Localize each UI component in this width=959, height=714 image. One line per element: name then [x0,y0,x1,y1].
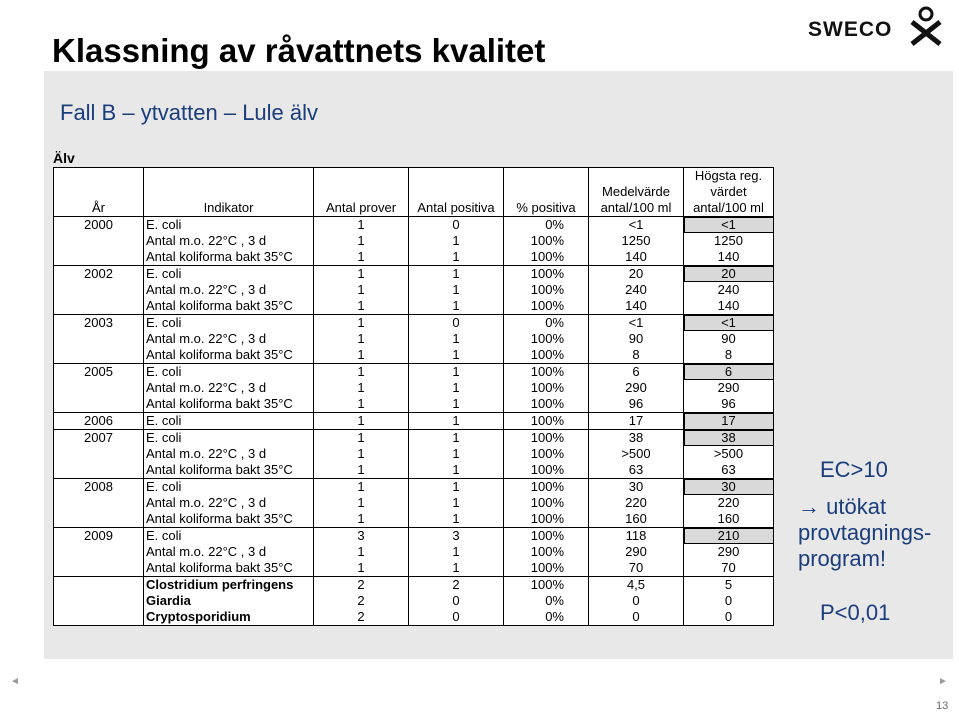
cell-max: 96 [684,396,774,413]
cell-max: 290 [684,544,774,560]
cell-year [54,544,144,560]
cell-positives: 1 [409,446,504,462]
cell-pct: 100% [504,266,589,283]
cell-samples: 1 [314,479,409,496]
cell-mean: 160 [589,511,684,528]
cell-max: 38 [684,430,774,447]
cell-pct: 100% [504,282,589,298]
cell-year [54,446,144,462]
table-row [54,495,774,511]
cell-positives: 2 [409,577,504,594]
cell-samples: 1 [314,396,409,413]
cell-indicator: Antal koliforma bakt 35°C [144,396,314,413]
cell-year [54,282,144,298]
cell-year [54,511,144,528]
cell-samples: 1 [314,233,409,249]
cell-positives: 1 [409,298,504,315]
cell-positives: 0 [409,609,504,626]
table-header [54,168,774,217]
table-row [54,380,774,396]
cell-indicator: Antal m.o. 22°C , 3 d [144,544,314,560]
cell-positives: 1 [409,364,504,381]
table-row [54,479,774,496]
cell-indicator: E. coli [144,364,314,381]
cell-year [54,609,144,626]
cell-pct: 100% [504,396,589,413]
cell-positives: 1 [409,430,504,447]
cell-mean: 240 [589,282,684,298]
cell-pct: 100% [504,577,589,594]
cell-positives: 0 [409,315,504,332]
slide-subtitle: Fall B – ytvatten – Lule älv [60,100,319,125]
note2-line2: provtagnings- [798,520,932,545]
cell-pct: 100% [504,364,589,381]
header-max [684,168,774,217]
cell-pct: 100% [504,413,589,430]
cell-positives: 1 [409,347,504,364]
cell-positives: 1 [409,511,504,528]
cell-samples: 1 [314,462,409,479]
cell-pct: 100% [504,298,589,315]
cell-indicator: E. coli [144,217,314,234]
table-row [54,446,774,462]
cell-samples: 1 [314,347,409,364]
cell-pct: 100% [504,380,589,396]
cell-pct: 100% [504,495,589,511]
cell-pct: 100% [504,446,589,462]
cell-year: 2006 [54,413,144,430]
cell-max: 90 [684,331,774,347]
header-samples: Antal prover [314,168,409,217]
cell-samples: 1 [314,331,409,347]
table-row [54,577,774,594]
cell-positives: 1 [409,544,504,560]
cell-year [54,347,144,364]
cell-pct: 100% [504,249,589,266]
cell-indicator: E. coli [144,413,314,430]
cell-indicator: Antal koliforma bakt 35°C [144,249,314,266]
cell-samples: 1 [314,495,409,511]
cell-max: 17 [684,413,774,430]
cell-pct: 100% [504,560,589,577]
cell-max: 0 [684,609,774,626]
cell-max: 70 [684,560,774,577]
cell-mean: 290 [589,380,684,396]
table-row [54,593,774,609]
header-max-line2: värdet [710,184,747,199]
cell-positives: 1 [409,396,504,413]
note-p-value: P<0,01 [820,600,891,625]
table-row [54,528,774,545]
cell-mean: 6 [589,364,684,381]
cell-year [54,560,144,577]
cell-indicator: Antal koliforma bakt 35°C [144,347,314,364]
cell-max: 160 [684,511,774,528]
cell-positives: 1 [409,266,504,283]
cell-samples: 1 [314,217,409,234]
cell-positives: 1 [409,331,504,347]
cell-positives: 1 [409,282,504,298]
table-row [54,347,774,364]
page-number: 13 [936,700,949,712]
cell-year [54,462,144,479]
table-row [54,315,774,332]
cell-mean: 1250 [589,233,684,249]
table-row [54,364,774,381]
cell-mean: 90 [589,331,684,347]
cell-samples: 3 [314,528,409,545]
table-row [54,266,774,283]
cell-year: 2008 [54,479,144,496]
cell-samples: 1 [314,413,409,430]
cell-samples: 1 [314,282,409,298]
sweco-logo [808,6,948,50]
cell-pct: 100% [504,479,589,496]
note-extended-sampling [798,494,958,572]
cell-positives: 1 [409,560,504,577]
cell-indicator: E. coli [144,315,314,332]
header-year: År [54,168,144,217]
cell-year [54,249,144,266]
sweco-mark-icon [909,6,943,46]
cell-indicator: Antal m.o. 22°C , 3 d [144,331,314,347]
table-row [54,609,774,626]
cell-positives: 3 [409,528,504,545]
water-quality-table [53,167,773,626]
cell-mean: 0 [589,609,684,626]
cell-max: 240 [684,282,774,298]
cell-indicator: E. coli [144,430,314,447]
cell-mean: 220 [589,495,684,511]
cell-mean: 0 [589,593,684,609]
cell-mean: 30 [589,479,684,496]
cell-max: 1250 [684,233,774,249]
section-label: Älv [53,150,75,166]
cell-year: 2003 [54,315,144,332]
cell-samples: 1 [314,266,409,283]
table-row [54,396,774,413]
cell-samples: 2 [314,577,409,594]
cell-max: 0 [684,593,774,609]
cell-pct: 100% [504,347,589,364]
cell-samples: 1 [314,380,409,396]
cell-max: >500 [684,446,774,462]
cell-year [54,495,144,511]
cell-indicator: Antal m.o. 22°C , 3 d [144,380,314,396]
cell-samples: 1 [314,430,409,447]
cell-mean: 70 [589,560,684,577]
cell-positives: 0 [409,217,504,234]
header-mean [589,168,684,217]
cell-mean: <1 [589,315,684,332]
cell-positives: 1 [409,413,504,430]
cell-year: 2000 [54,217,144,234]
cell-indicator: E. coli [144,266,314,283]
header-mean-line2: antal/100 ml [600,200,672,215]
cell-samples: 1 [314,511,409,528]
cell-mean: >500 [589,446,684,462]
cell-year: 2002 [54,266,144,283]
cell-indicator: E. coli [144,528,314,545]
cell-mean: 17 [589,413,684,430]
cell-pct: 0% [504,315,589,332]
table-row [54,331,774,347]
cell-indicator: Antal koliforma bakt 35°C [144,298,314,315]
cell-max: 290 [684,380,774,396]
cell-samples: 1 [314,249,409,266]
cell-samples: 1 [314,298,409,315]
arrow-right-icon: → [798,494,820,519]
cell-pct: 100% [504,511,589,528]
header-indicator: Indikator [144,168,314,217]
cell-indicator: Antal m.o. 22°C , 3 d [144,233,314,249]
cell-indicator: Antal koliforma bakt 35°C [144,462,314,479]
table-row [54,282,774,298]
cell-positives: 1 [409,495,504,511]
cell-mean: 8 [589,347,684,364]
cell-samples: 2 [314,609,409,626]
cell-year [54,233,144,249]
cell-max: 5 [684,577,774,594]
cell-indicator: Antal m.o. 22°C , 3 d [144,446,314,462]
cell-samples: 1 [314,446,409,462]
cell-mean: 20 [589,266,684,283]
cell-mean: 96 [589,396,684,413]
table-row [54,430,774,447]
cell-pct: 100% [504,331,589,347]
cell-mean: 140 [589,249,684,266]
cell-samples: 1 [314,544,409,560]
table-row [54,217,774,234]
cell-max: 8 [684,347,774,364]
cell-year [54,396,144,413]
cell-samples: 1 [314,560,409,577]
note2-line3: program! [798,546,887,571]
cell-positives: 1 [409,479,504,496]
cell-mean: 290 [589,544,684,560]
table-row [54,544,774,560]
cell-mean: 140 [589,298,684,315]
cell-samples: 2 [314,593,409,609]
cell-max: 63 [684,462,774,479]
header-mean-line1: Medelvärde [602,184,670,199]
cell-max: 140 [684,249,774,266]
prev-slide-icon[interactable]: ◄ [10,676,20,687]
cell-indicator: Antal koliforma bakt 35°C [144,511,314,528]
header-max-line1: Högsta reg. [694,168,763,183]
table-row [54,298,774,315]
table-row [54,511,774,528]
cell-year [54,593,144,609]
table-row [54,462,774,479]
header-pct: % positiva [504,168,589,217]
cell-indicator: E. coli [144,479,314,496]
note-ec-threshold: EC>10 [820,457,888,482]
cell-max: 140 [684,298,774,315]
cell-positives: 0 [409,593,504,609]
cell-pct: 100% [504,528,589,545]
cell-indicator: Cryptosporidium [144,609,314,626]
cell-mean: 38 [589,430,684,447]
cell-positives: 1 [409,249,504,266]
logo-text: SWECO [808,18,893,41]
cell-indicator: Antal m.o. 22°C , 3 d [144,282,314,298]
note2-line1: utökat [826,494,887,519]
cell-year [54,331,144,347]
cell-year [54,298,144,315]
cell-positives: 1 [409,462,504,479]
table-row [54,560,774,577]
table-row [54,233,774,249]
cell-max: 6 [684,364,774,381]
cell-max: <1 [684,217,774,234]
header-positives: Antal positiva [409,168,504,217]
cell-mean: 118 [589,528,684,545]
header-max-line3: antal/100 ml [693,200,764,215]
cell-samples: 1 [314,364,409,381]
cell-pct: 100% [504,430,589,447]
cell-year: 2009 [54,528,144,545]
cell-samples: 1 [314,315,409,332]
cell-positives: 1 [409,380,504,396]
cell-mean: 63 [589,462,684,479]
cell-max: 30 [684,479,774,496]
cell-indicator: Antal m.o. 22°C , 3 d [144,495,314,511]
next-slide-icon[interactable]: ► [938,676,948,687]
cell-pct: 0% [504,593,589,609]
cell-max: 20 [684,266,774,283]
cell-pct: 100% [504,233,589,249]
cell-indicator: Antal koliforma bakt 35°C [144,560,314,577]
cell-year [54,380,144,396]
cell-max: 220 [684,495,774,511]
cell-year: 2005 [54,364,144,381]
cell-year [54,577,144,594]
cell-mean: 4,5 [589,577,684,594]
cell-indicator: Clostridium perfringens [144,577,314,594]
cell-max: <1 [684,315,774,332]
slide-title: Klassning av råvattnets kvalitet [52,32,546,69]
cell-pct: 100% [504,462,589,479]
cell-pct: 0% [504,217,589,234]
cell-pct: 100% [504,544,589,560]
cell-mean: <1 [589,217,684,234]
table-row [54,413,774,430]
cell-positives: 1 [409,233,504,249]
cell-indicator: Giardia [144,593,314,609]
cell-max: 210 [684,528,774,545]
cell-pct: 0% [504,609,589,626]
cell-year: 2007 [54,430,144,447]
table-row [54,249,774,266]
